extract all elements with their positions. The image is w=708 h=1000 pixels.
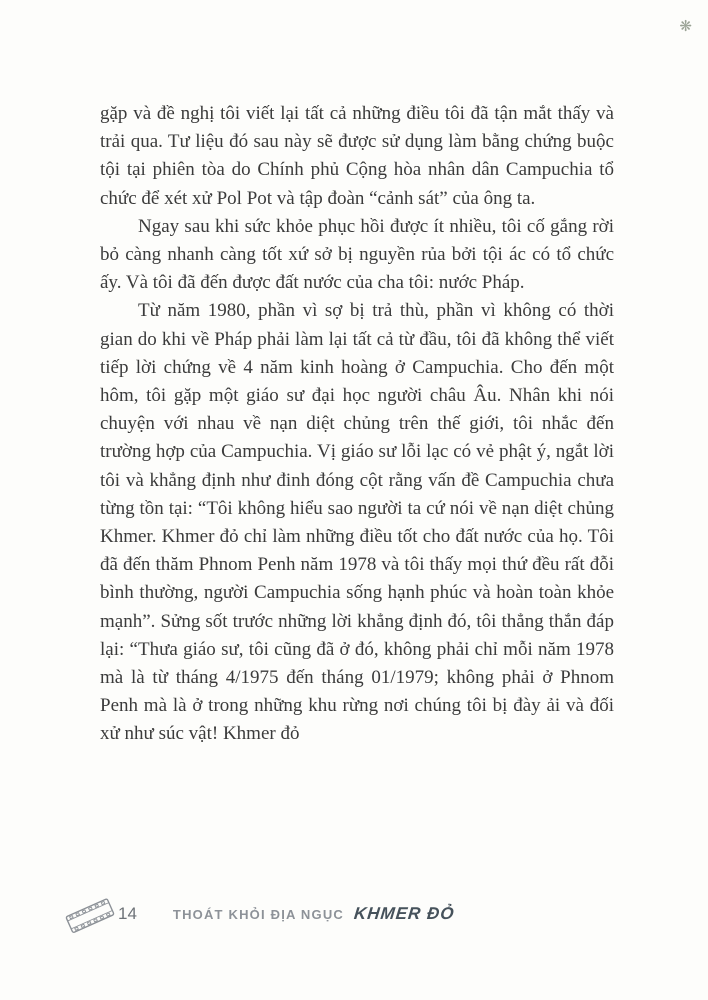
page-number: 14 xyxy=(118,904,137,923)
page-footer xyxy=(64,884,455,944)
film-strip-icon xyxy=(64,888,116,940)
paragraph: Ngay sau khi sức khỏe phục hồi được ít nhiều, tôi cố gắng rời bỏ càng nhanh càng tốt xứ sở bị nguyền rủa bởi tội ác có tổ chức ấy. Và tôi đã đến được đất nước của cha tôi: nước Pháp. xyxy=(100,215,614,294)
paragraph: gặp và đề nghị tôi viết lại tất cả những điều tôi đã tận mắt thấy và trải qua. Tư liệu đó sau này sẽ được sử dụng làm bằng chứng buộc tội tại phiên tòa do Chính phủ Cộng hòa nhân dân Campuchia tổ chức để xét xử Pol Pot và tập đoàn “cảnh sát” của ông ta. xyxy=(100,103,614,209)
page-text xyxy=(100,100,614,749)
flower-icon: ❋ xyxy=(679,19,692,35)
book-title: THOÁT KHỎI ĐỊA NGỤC xyxy=(172,906,345,922)
paragraph: Từ năm 1980, phần vì sợ bị trả thù, phần vì không có thời gian do khi về Pháp phải làm lại tất cả từ đầu, tôi đã không thể viết tiếp lời chứng về 4 năm kinh hoàng ở Campuchia. Cho đến một hôm, tôi gặp một giáo sư đại học người châu Âu. Nhân khi nói chuyện với nhau về nạn diệt chủng trên thế giới, tôi nhắc đến trường hợp của Campuchia. Vị giáo sư lỗi lạc có vẻ phật ý, ngắt lời tôi và khẳng định như đinh đóng cột rằng vấn đề Campuchia chưa từng tồn tại: “Tôi không hiểu sao người ta cứ nói về nạn diệt chủng Khmer. Khmer đỏ chỉ làm những điều tốt cho đất nước của họ. Tôi đã đến thăm Phnom Penh năm 1978 và tôi thấy mọi thứ đều rất đỗi bình thường, người Campuchia sống hạnh phúc và hoàn toàn khỏe mạnh”. Sửng sốt trước những lời khẳng định đó, tôi thẳng thắn đáp lại: “Thưa giáo sư, tôi cũng đã ở đó, không phải chỉ mỗi năm 1978 mà là từ tháng 4/1975 đến tháng 01/1979; không phải ở Phnom Penh mà là ở trong những khu rừng nơi chúng tôi bị đày ải và đối xử như súc vật! Khmer đỏ xyxy=(100,300,614,745)
book-title-stylized: KHMER ĐỎ xyxy=(353,904,456,923)
